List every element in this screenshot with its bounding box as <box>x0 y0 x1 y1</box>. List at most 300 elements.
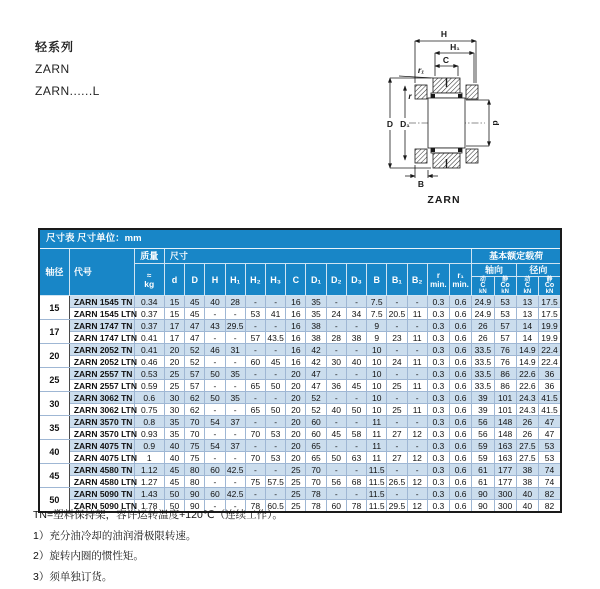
cell-value: - <box>266 440 286 452</box>
cell-value: - <box>205 308 225 320</box>
cell-value: - <box>326 296 346 308</box>
cell-value: - <box>346 488 366 500</box>
dim-label-r: r <box>408 91 412 101</box>
cell-value: 25 <box>286 500 306 513</box>
cell-value: 76 <box>494 344 516 356</box>
cell-value: 68 <box>346 476 366 488</box>
cell-shaft-dia: 20 <box>39 344 69 368</box>
dimension-table <box>38 228 562 513</box>
cell-value: 57 <box>185 380 205 392</box>
cell-value: - <box>245 464 265 476</box>
cell-value: 38 <box>516 476 538 488</box>
dim-label-d: d <box>491 120 501 126</box>
cell-value: 53 <box>494 296 516 308</box>
cell-value: 300 <box>494 500 516 513</box>
cell-value: 60 <box>205 488 225 500</box>
cell-value: 0.3 <box>427 428 449 440</box>
cell-value: 30 <box>164 404 184 416</box>
cell-value: 36 <box>326 380 346 392</box>
table-row <box>39 296 561 308</box>
cell-value: - <box>205 380 225 392</box>
cell-shaft-dia: 45 <box>39 464 69 488</box>
cell-value: 57 <box>494 320 516 332</box>
cell-value: 0.6 <box>450 500 472 513</box>
cell-value: 34 <box>346 308 366 320</box>
cell-value: - <box>266 320 286 332</box>
cell-value: - <box>225 404 245 416</box>
r-symbol: r <box>436 270 440 280</box>
series-code-l: ZARN......L <box>35 84 100 98</box>
cell-value: - <box>266 368 286 380</box>
cell-value: 52 <box>306 404 326 416</box>
cell-value: - <box>245 296 265 308</box>
cell-value: 52 <box>306 392 326 404</box>
col-header-B2: B₂ <box>407 264 427 296</box>
table-row <box>39 464 561 476</box>
cell-mass: 1.12 <box>134 464 164 476</box>
cell-value: - <box>387 368 407 380</box>
cell-value: - <box>387 416 407 428</box>
cell-value: 25 <box>387 380 407 392</box>
cell-value: 41.5 <box>539 404 561 416</box>
cell-value: 50 <box>205 392 225 404</box>
cell-value: 148 <box>494 428 516 440</box>
cell-value: - <box>326 488 346 500</box>
cell-value: 45 <box>266 356 286 368</box>
cell-value: 12 <box>407 500 427 513</box>
cell-value: 0.3 <box>427 380 449 392</box>
cell-value: 163 <box>494 452 516 464</box>
cell-value: 90 <box>185 500 205 513</box>
cell-value: 0.6 <box>450 440 472 452</box>
cell-value: - <box>326 320 346 332</box>
cell-value: 78 <box>306 488 326 500</box>
cell-value: 22.4 <box>539 356 561 368</box>
cell-value: 33.5 <box>472 380 494 392</box>
cell-value: 36 <box>539 368 561 380</box>
cell-value: 25 <box>164 380 184 392</box>
cell-value: 16 <box>286 296 306 308</box>
col-header-D3: D₃ <box>346 264 366 296</box>
cell-value: 42.5 <box>226 488 244 499</box>
cell-value: 57 <box>245 332 265 344</box>
cell-value: 59 <box>472 452 494 464</box>
cell-value: 101 <box>494 404 516 416</box>
cell-value: 101 <box>494 392 516 404</box>
cell-value: 56 <box>326 476 346 488</box>
cell-value: 40 <box>516 500 538 513</box>
cell-value: 54 <box>205 416 225 428</box>
series-title-block <box>35 36 100 102</box>
cell-mass: 0.8 <box>134 416 164 428</box>
cell-value: 50 <box>164 488 184 500</box>
cell-value: 11 <box>367 416 387 428</box>
dim-label-D1: D₁ <box>400 119 410 129</box>
cell-value: 19.9 <box>539 332 561 344</box>
r1-symbol: r₁ <box>457 270 464 280</box>
cell-mass: 0.9 <box>134 440 164 452</box>
col-header-code: 代号 <box>69 249 134 296</box>
cell-value: 47 <box>306 380 326 392</box>
table-row <box>39 392 561 404</box>
cell-value: 0.6 <box>450 428 472 440</box>
cell-value: 45 <box>326 428 346 440</box>
cell-value: 37 <box>225 440 245 452</box>
col-header-radial: 径向 <box>516 264 561 277</box>
cell-value: 58 <box>346 428 366 440</box>
table-row <box>39 416 561 428</box>
cell-value: 0.6 <box>450 368 472 380</box>
cell-code: ZARN 2052 TN <box>69 344 134 356</box>
cell-value: 65 <box>306 452 326 464</box>
series-label: 轻系列 <box>35 40 75 54</box>
cell-value: - <box>225 308 245 320</box>
dyn-cjk: 动 <box>524 277 531 283</box>
cell-value: 54 <box>205 440 225 452</box>
cell-value: 38 <box>306 332 326 344</box>
cell-value: 15 <box>164 296 184 308</box>
cell-value: 47 <box>185 332 205 344</box>
cell-value: 24.3 <box>516 404 538 416</box>
bearing-diagram-svg <box>381 26 511 211</box>
cell-value: 10 <box>367 404 387 416</box>
cell-value: 16 <box>286 320 306 332</box>
cell-value: - <box>245 416 265 428</box>
cell-value: 59 <box>472 440 494 452</box>
cell-value: 45 <box>164 464 184 476</box>
cell-value: 19.9 <box>539 320 561 332</box>
cell-value: 7.5 <box>367 296 387 308</box>
cell-mass: 1.27 <box>134 476 164 488</box>
cell-value: 0.3 <box>427 404 449 416</box>
cell-value: 86 <box>494 380 516 392</box>
cell-value: - <box>326 368 346 380</box>
cell-value: 60 <box>326 500 346 513</box>
cell-value: 14.9 <box>516 344 538 356</box>
cell-value: 40 <box>516 488 538 500</box>
cell-value: - <box>266 464 286 476</box>
cell-value: 17 <box>164 320 184 332</box>
cell-value: 29.5 <box>226 320 244 331</box>
cell-value: 27 <box>387 428 407 440</box>
cell-value: - <box>225 332 245 344</box>
cell-value: 0.6 <box>450 452 472 464</box>
cell-value: 11 <box>407 308 427 320</box>
cell-value: 16 <box>286 356 306 368</box>
cell-value: 53 <box>494 308 516 320</box>
cell-value: 40 <box>326 404 346 416</box>
col-header-B1: B₁ <box>387 264 407 296</box>
cell-value: 0.3 <box>427 308 449 320</box>
cell-value: 75 <box>245 476 265 488</box>
cell-value: 12 <box>407 428 427 440</box>
cell-value: 9 <box>367 320 387 332</box>
cell-value: 60 <box>306 416 326 428</box>
footnotes-block <box>33 505 283 587</box>
cell-value: - <box>407 488 427 500</box>
stat-symbol: Co <box>500 282 510 289</box>
cell-value: 25 <box>164 368 184 380</box>
col-header-C: C <box>286 264 306 296</box>
table-row <box>39 440 561 452</box>
cell-value: 47 <box>539 416 561 428</box>
cell-value: - <box>205 428 225 440</box>
cell-value: - <box>407 440 427 452</box>
cell-value: 41.5 <box>539 392 561 404</box>
cell-value: 13 <box>516 308 538 320</box>
cell-value: 50 <box>266 404 286 416</box>
col-header-radial-dynamic <box>516 277 538 296</box>
cell-value: 23 <box>387 332 407 344</box>
col-header-mass: 质量 <box>134 249 164 264</box>
cell-value: 0.3 <box>427 440 449 452</box>
cell-value: 24.3 <box>516 392 538 404</box>
cell-value: 70 <box>185 428 205 440</box>
cell-value: 14 <box>516 320 538 332</box>
cell-mass: 0.6 <box>134 392 164 404</box>
cell-value: 62 <box>185 404 205 416</box>
cell-value: 63 <box>346 452 366 464</box>
cell-value: - <box>407 464 427 476</box>
cell-mass: 0.75 <box>134 404 164 416</box>
dyn-symbol: C <box>524 282 530 289</box>
cell-mass: 0.41 <box>134 332 164 344</box>
cell-value: 82 <box>539 488 561 500</box>
dim-label-B: B <box>417 179 425 189</box>
cell-value: 26.5 <box>388 476 406 487</box>
cell-value: 33.5 <box>472 368 494 380</box>
cell-value: 0.6 <box>450 416 472 428</box>
cell-value: 0.6 <box>450 308 472 320</box>
cell-value: 11 <box>407 404 427 416</box>
cell-value: 25 <box>286 464 306 476</box>
footnote-tn: TN=塑料保持架，容许运转温度+120℃（连续工作）。 <box>33 509 283 521</box>
stat-cjk: 静 <box>502 277 509 283</box>
cell-value: 14.9 <box>516 356 538 368</box>
cell-code: ZARN 1545 TN <box>69 296 134 308</box>
cell-value: 20 <box>286 428 306 440</box>
table-row <box>39 332 561 344</box>
cell-shaft-dia: 50 <box>39 488 69 513</box>
cell-value: - <box>407 368 427 380</box>
col-header-dims: 尺寸 <box>164 249 471 264</box>
table-row <box>39 356 561 368</box>
cell-code: ZARN 5090 LTN <box>69 500 134 513</box>
cell-value: 0.3 <box>427 356 449 368</box>
cell-value: 0.3 <box>427 476 449 488</box>
cell-shaft-dia: 17 <box>39 320 69 344</box>
stat-unit: kN <box>501 289 509 295</box>
cell-code: ZARN 4075 LTN <box>69 452 134 464</box>
cell-value: 50 <box>346 404 366 416</box>
dimension-table-container <box>38 228 562 513</box>
cell-value: 70 <box>245 452 265 464</box>
cell-value: 56 <box>472 416 494 428</box>
dim-label-C: C <box>442 55 450 65</box>
cell-value: 74 <box>539 476 561 488</box>
cell-value: - <box>266 296 286 308</box>
cell-value: 0.6 <box>450 392 472 404</box>
cell-value: 70 <box>185 416 205 428</box>
cell-value: 11 <box>407 356 427 368</box>
table-row <box>39 308 561 320</box>
cell-value: - <box>245 440 265 452</box>
cell-value: 0.3 <box>427 332 449 344</box>
cell-value: 0.3 <box>427 320 449 332</box>
cell-shaft-dia: 25 <box>39 368 69 392</box>
cell-value: 26 <box>472 332 494 344</box>
cell-value: 24 <box>387 356 407 368</box>
col-header-shaft-dia: 轴径 <box>39 249 69 296</box>
dyn-unit: kN <box>523 289 532 295</box>
cell-value: 300 <box>494 488 516 500</box>
cell-value: - <box>205 500 225 513</box>
cell-value: 78 <box>306 500 326 513</box>
cell-value: 0.3 <box>427 488 449 500</box>
cell-value: 61 <box>472 476 494 488</box>
cell-value: - <box>387 488 407 500</box>
cell-value: - <box>346 296 366 308</box>
cell-mass: 1 <box>134 452 164 464</box>
cell-value: 53 <box>245 308 265 320</box>
cell-value: - <box>266 344 286 356</box>
cell-value: 10 <box>367 356 387 368</box>
table-row <box>39 380 561 392</box>
cell-value: 12 <box>407 476 427 488</box>
dyn-cjk: 动 <box>479 277 486 283</box>
cell-value: 16 <box>286 308 306 320</box>
cell-value: - <box>387 344 407 356</box>
cell-value: 20 <box>286 368 306 380</box>
cell-value: 0.3 <box>427 500 449 513</box>
cell-value: 41 <box>266 308 286 320</box>
cell-value: 50 <box>205 368 225 380</box>
col-header-B: B <box>367 264 387 296</box>
dim-label-D: D <box>386 119 394 129</box>
cell-value: - <box>346 344 366 356</box>
cell-value: 27.5 <box>516 440 538 452</box>
cell-mass: 1.78 <box>134 500 164 513</box>
cell-value: - <box>407 320 427 332</box>
cell-value: - <box>387 392 407 404</box>
cell-value: 20 <box>286 452 306 464</box>
cell-value: - <box>205 476 225 488</box>
cell-value: 20 <box>164 344 184 356</box>
cell-value: 0.3 <box>427 464 449 476</box>
cell-value: 35 <box>225 368 245 380</box>
cell-value: 42.5 <box>226 464 244 475</box>
cell-value: 65 <box>245 380 265 392</box>
r1-min-label: min. <box>452 279 469 289</box>
cell-code: ZARN 1747 TN <box>69 320 134 332</box>
cell-value: 0.3 <box>427 392 449 404</box>
cell-mass: 0.46 <box>134 356 164 368</box>
cell-value: 20 <box>286 380 306 392</box>
cell-value: - <box>326 416 346 428</box>
cell-value: 70 <box>306 476 326 488</box>
cell-value: 38 <box>306 320 326 332</box>
cell-value: 40 <box>164 452 184 464</box>
footnote-1: 1）充分油冷却的油润滑极限转速。 <box>33 529 197 542</box>
cell-shaft-dia: 40 <box>39 440 69 464</box>
cell-value: 22.6 <box>516 380 538 392</box>
cell-value: 65 <box>245 404 265 416</box>
cell-code: ZARN 4075 TN <box>69 440 134 452</box>
cell-value: 28 <box>326 332 346 344</box>
table-row <box>39 428 561 440</box>
cell-value: 24 <box>326 308 346 320</box>
table-row <box>39 488 561 500</box>
diagram-caption: ZARN <box>427 194 461 206</box>
col-header-axial: 轴向 <box>472 264 517 277</box>
cell-value: 0.6 <box>450 320 472 332</box>
col-header-H: H <box>205 264 225 296</box>
cell-value: 30 <box>326 356 346 368</box>
cell-value: 45 <box>185 296 205 308</box>
cell-value: - <box>326 464 346 476</box>
cell-mass: 1.43 <box>134 488 164 500</box>
cell-value: 38 <box>346 332 366 344</box>
cell-value: - <box>205 404 225 416</box>
cell-value: - <box>225 476 245 488</box>
cell-value: 0.6 <box>450 464 472 476</box>
mass-unit: kg <box>144 278 155 289</box>
cell-value: 17 <box>164 332 184 344</box>
cell-value: 177 <box>494 476 516 488</box>
cell-code: ZARN 3570 TN <box>69 416 134 428</box>
cell-value: - <box>205 356 225 368</box>
cell-value: - <box>387 464 407 476</box>
cell-value: 70 <box>245 428 265 440</box>
cell-code: ZARN 5090 TN <box>69 488 134 500</box>
cell-code: ZARN 4580 TN <box>69 464 134 476</box>
dim-label-r1: r₁ <box>417 65 425 75</box>
cell-value: 0.6 <box>450 344 472 356</box>
cell-value: 47 <box>539 428 561 440</box>
table-row <box>39 476 561 488</box>
cell-value: 0.6 <box>450 296 472 308</box>
cell-value: - <box>387 296 407 308</box>
cell-value: 24.9 <box>472 296 494 308</box>
cell-value: 10 <box>367 368 387 380</box>
cell-value: 0.3 <box>427 452 449 464</box>
col-header-mass-unit <box>134 264 164 296</box>
cell-value: 9 <box>367 332 387 344</box>
cell-value: 76 <box>494 356 516 368</box>
cell-value: 24.9 <box>472 308 494 320</box>
cell-mass: 0.59 <box>134 380 164 392</box>
cell-value: - <box>225 356 245 368</box>
cell-value: 26 <box>516 428 538 440</box>
cell-value: 70 <box>306 464 326 476</box>
cell-value: - <box>407 416 427 428</box>
cell-code: ZARN 2052 LTN <box>69 356 134 368</box>
col-header-axial-static <box>494 277 516 296</box>
cell-value: 25 <box>286 488 306 500</box>
table-body <box>39 296 561 513</box>
cell-value: 47 <box>306 368 326 380</box>
cell-mass: 0.53 <box>134 368 164 380</box>
cell-value: - <box>326 392 346 404</box>
cell-value: 11.5 <box>367 476 387 488</box>
cell-code: ZARN 4580 LTN <box>69 476 134 488</box>
mass-approx-sign: ≈ <box>147 270 152 280</box>
cell-value: 14 <box>516 332 538 344</box>
stat-symbol: Co <box>544 282 555 289</box>
cell-value: 53 <box>539 452 561 464</box>
cell-value: 35 <box>164 428 184 440</box>
cell-value: 0.6 <box>450 356 472 368</box>
